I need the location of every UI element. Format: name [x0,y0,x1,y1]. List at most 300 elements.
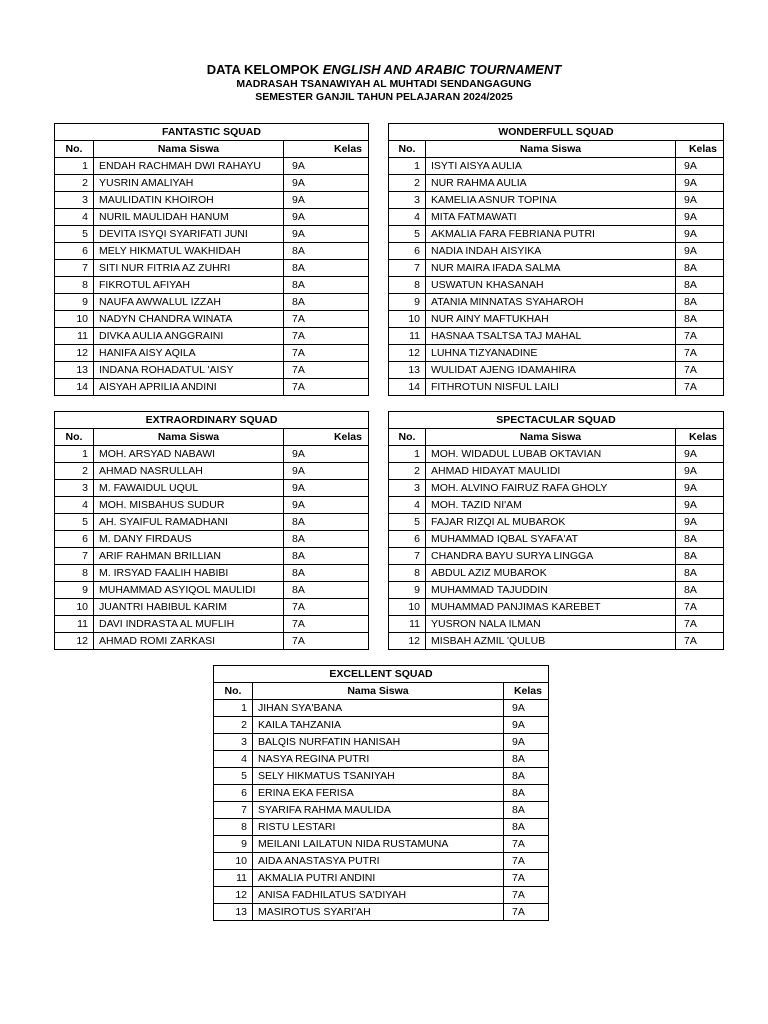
row-number: 5 [214,768,253,785]
row-number: 3 [55,192,94,209]
student-name: MUHAMMAD IQBAL SYAFA'AT [426,531,676,548]
row-number: 8 [389,565,426,582]
row-number: 9 [55,582,94,599]
table-row [55,446,369,463]
squad-table-excellent [213,665,549,921]
row-number: 12 [214,887,253,904]
column-header-no: No. [389,429,426,446]
row-number: 3 [55,480,94,497]
row-number: 14 [389,379,426,396]
student-name: M. FAWAIDUL UQUL [94,480,284,497]
column-header-name: Nama Siswa [426,429,676,446]
row-number: 13 [214,904,253,921]
column-header-row [55,141,369,158]
table-row [214,870,549,887]
student-name: ERINA EKA FERISA [253,785,504,802]
row-number: 9 [214,836,253,853]
student-class: 7A [504,870,549,887]
student-name: SYARIFA RAHMA MAULIDA [253,802,504,819]
squad-title-row [55,412,369,429]
student-class: 7A [676,379,724,396]
student-name: SELY HIKMATUS TSANIYAH [253,768,504,785]
row-number: 10 [55,599,94,616]
table-row [389,294,724,311]
student-name: AH. SYAIFUL RAMADHANI [94,514,284,531]
student-class: 8A [284,548,369,565]
student-name: DEVITA ISYQI SYARIFATI JUNI [94,226,284,243]
table-row [389,548,724,565]
table-row [55,226,369,243]
title-italic: ENGLISH AND ARABIC TOURNAMENT [322,62,562,77]
row-number: 2 [389,463,426,480]
student-class: 7A [284,362,369,379]
row-number: 3 [389,480,426,497]
squad-title-row [389,124,724,141]
student-name: MOH. WIDADUL LUBAB OKTAVIAN [426,446,676,463]
row-number: 4 [55,497,94,514]
table-row [55,311,369,328]
student-name: M. IRSYAD FAALIH HABIBI [94,565,284,582]
student-name: FAJAR RIZQI AL MUBAROK [426,514,676,531]
table-row [214,819,549,836]
row-number: 4 [389,497,426,514]
column-header-no: No. [214,683,253,700]
row-number: 7 [55,260,94,277]
student-name: SITI NUR FITRIA AZ ZUHRI [94,260,284,277]
squad-table-fantastic [54,123,369,396]
student-class: 8A [284,565,369,582]
squad-title-row [55,124,369,141]
column-header-kelas: Kelas [284,429,369,446]
student-name: HASNAA TSALTSA TAJ MAHAL [426,328,676,345]
table-row [55,192,369,209]
table-row [389,192,724,209]
student-name: ARIF RAHMAN BRILLIAN [94,548,284,565]
student-name: FITHROTUN NISFUL LAILI [426,379,676,396]
student-class: 9A [284,480,369,497]
table-row [389,158,724,175]
student-class: 9A [284,497,369,514]
student-name: MUHAMMAD ASYIQOL MAULIDI [94,582,284,599]
table-row [214,717,549,734]
table-row [55,362,369,379]
row-number: 11 [389,616,426,633]
row-number: 6 [214,785,253,802]
student-name: MISBAH AZMIL 'QULUB [426,633,676,650]
student-class: 8A [676,311,724,328]
table-row [389,565,724,582]
table-row [214,734,549,751]
squad-title: EXCELLENT SQUAD [214,666,549,683]
table-row [214,700,549,717]
row-number: 11 [55,328,94,345]
student-class: 9A [676,243,724,260]
student-name: MOH. TAZID NI'AM [426,497,676,514]
student-class: 8A [284,531,369,548]
row-number: 12 [55,633,94,650]
row-number: 5 [55,514,94,531]
table-row [55,497,369,514]
student-name: MUHAMMAD PANJIMAS KAREBET [426,599,676,616]
table-row [389,260,724,277]
student-class: 7A [504,836,549,853]
student-class: 7A [676,633,724,650]
table-row [389,531,724,548]
student-name: YUSRON NALA ILMAN [426,616,676,633]
student-class: 8A [676,531,724,548]
student-class: 9A [676,514,724,531]
table-row [55,514,369,531]
row-number: 8 [55,565,94,582]
column-header-kelas: Kelas [504,683,549,700]
student-class: 7A [284,345,369,362]
student-name: NUR AINY MAFTUKHAH [426,311,676,328]
student-name: ISYTI AISYA AULIA [426,158,676,175]
document-header [0,62,768,104]
student-class: 9A [284,192,369,209]
student-class: 7A [284,616,369,633]
student-name: MEILANI LAILATUN NIDA RUSTAMUNA [253,836,504,853]
squad-title: SPECTACULAR SQUAD [389,412,724,429]
table-row [389,226,724,243]
student-name: MUHAMMAD TAJUDDIN [426,582,676,599]
student-name: LUHNA TIZYANADINE [426,345,676,362]
row-number: 14 [55,379,94,396]
student-name: AHMAD HIDAYAT MAULIDI [426,463,676,480]
school-name: MADRASAH TSANAWIYAH AL MUHTADI SENDANGAGUNG [236,78,532,90]
student-class: 8A [504,751,549,768]
table-row [214,853,549,870]
row-number: 6 [389,243,426,260]
row-number: 9 [389,582,426,599]
student-name: MOH. ARSYAD NABAWI [94,446,284,463]
student-name: NUR RAHMA AULIA [426,175,676,192]
row-number: 1 [214,700,253,717]
table-row [55,277,369,294]
squad-title-row [214,666,549,683]
squad-title: WONDERFULL SQUAD [389,124,724,141]
row-number: 4 [214,751,253,768]
student-class: 8A [284,243,369,260]
column-header-name: Nama Siswa [94,429,284,446]
column-header-no: No. [55,429,94,446]
row-number: 8 [214,819,253,836]
row-number: 7 [389,548,426,565]
student-class: 7A [676,362,724,379]
title-plain: DATA KELOMPOK [206,62,323,77]
table-row [214,904,549,921]
table-row [389,599,724,616]
table-row [55,243,369,260]
student-class: 7A [676,599,724,616]
squad-title-row [389,412,724,429]
student-class: 9A [676,158,724,175]
student-class: 9A [676,209,724,226]
row-number: 10 [214,853,253,870]
student-name: INDANA ROHADATUL 'AISY [94,362,284,379]
row-number: 1 [55,446,94,463]
table-row [389,480,724,497]
student-name: CHANDRA BAYU SURYA LINGGA [426,548,676,565]
row-number: 11 [214,870,253,887]
row-number: 8 [55,277,94,294]
student-class: 9A [504,734,549,751]
student-class: 8A [284,260,369,277]
table-row [55,379,369,396]
student-class: 7A [284,633,369,650]
row-number: 7 [214,802,253,819]
student-name: ATANIA MINNATAS SYAHAROH [426,294,676,311]
student-class: 9A [676,226,724,243]
row-number: 10 [389,599,426,616]
student-name: BALQIS NURFATIN HANISAH [253,734,504,751]
student-class: 9A [676,497,724,514]
row-number: 7 [55,548,94,565]
table-row [389,311,724,328]
row-number: 1 [389,158,426,175]
row-number: 5 [389,514,426,531]
student-name: HANIFA AISY AQILA [94,345,284,362]
table-row [214,768,549,785]
student-name: AISYAH APRILIA ANDINI [94,379,284,396]
student-class: 9A [504,700,549,717]
student-name: MOH. ALVINO FAIRUZ RAFA GHOLY [426,480,676,497]
student-class: 9A [284,463,369,480]
table-row [55,582,369,599]
student-class: 8A [504,768,549,785]
squad-table-extraordinary [54,411,369,650]
student-class: 7A [676,328,724,345]
document-title [0,62,768,78]
column-header-no: No. [389,141,426,158]
student-name: DAVI INDRASTA AL MUFLIH [94,616,284,633]
student-class: 9A [284,446,369,463]
table-row [55,328,369,345]
student-class: 8A [284,514,369,531]
student-class: 9A [284,158,369,175]
table-row [389,497,724,514]
student-name: AHMAD ROMI ZARKASI [94,633,284,650]
table-row [214,836,549,853]
student-name: AKMALIA PUTRI ANDINI [253,870,504,887]
student-class: 9A [504,717,549,734]
table-row [389,446,724,463]
student-class: 9A [676,192,724,209]
student-class: 8A [676,294,724,311]
student-name: FIKROTUL AFIYAH [94,277,284,294]
column-header-name: Nama Siswa [253,683,504,700]
row-number: 12 [55,345,94,362]
student-class: 7A [676,345,724,362]
student-name: YUSRIN AMALIYAH [94,175,284,192]
student-name: MASIROTUS SYARI'AH [253,904,504,921]
column-header-row [214,683,549,700]
student-name: KAMELIA ASNUR TOPINA [426,192,676,209]
squad-title: FANTASTIC SQUAD [55,124,369,141]
table-row [55,565,369,582]
table-row [389,362,724,379]
row-number: 7 [389,260,426,277]
column-header-row [55,429,369,446]
table-row [389,379,724,396]
student-class: 8A [284,294,369,311]
table-row [55,480,369,497]
row-number: 2 [55,175,94,192]
student-class: 8A [676,277,724,294]
squad-title: EXTRAORDINARY SQUAD [55,412,369,429]
row-number: 5 [55,226,94,243]
student-class: 8A [504,819,549,836]
table-row [55,531,369,548]
table-row [389,582,724,599]
student-class: 8A [676,548,724,565]
table-row [389,175,724,192]
student-class: 7A [284,311,369,328]
table-row [55,345,369,362]
row-number: 5 [389,226,426,243]
row-number: 3 [214,734,253,751]
column-header-no: No. [55,141,94,158]
student-class: 7A [504,887,549,904]
table-row [389,243,724,260]
student-class: 7A [284,599,369,616]
student-name: NASYA REGINA PUTRI [253,751,504,768]
table-row [389,616,724,633]
row-number: 6 [55,243,94,260]
student-name: ENDAH RACHMAH DWI RAHAYU [94,158,284,175]
table-row [389,463,724,480]
column-header-kelas: Kelas [676,141,724,158]
row-number: 10 [55,311,94,328]
squad-table-wonderful [388,123,724,396]
row-number: 1 [55,158,94,175]
table-row [389,328,724,345]
student-name: AIDA ANASTASYA PUTRI [253,853,504,870]
row-number: 3 [389,192,426,209]
student-name: KAILA TAHZANIA [253,717,504,734]
table-row [55,463,369,480]
table-row [55,175,369,192]
row-number: 2 [55,463,94,480]
student-name: DIVKA AULIA ANGGRAINI [94,328,284,345]
student-class: 8A [676,565,724,582]
student-class: 7A [504,904,549,921]
row-number: 12 [389,345,426,362]
student-name: NADIA INDAH AISYIKA [426,243,676,260]
row-number: 1 [389,446,426,463]
row-number: 9 [389,294,426,311]
student-class: 7A [504,853,549,870]
column-header-row [389,429,724,446]
student-name: RISTU LESTARI [253,819,504,836]
table-row [389,345,724,362]
row-number: 8 [389,277,426,294]
column-header-name: Nama Siswa [426,141,676,158]
student-class: 9A [676,446,724,463]
row-number: 13 [55,362,94,379]
student-name: NURIL MAULIDAH HANUM [94,209,284,226]
student-class: 9A [676,463,724,480]
student-class: 9A [284,175,369,192]
student-class: 9A [284,226,369,243]
table-row [389,633,724,650]
row-number: 11 [55,616,94,633]
row-number: 2 [389,175,426,192]
student-class: 9A [284,209,369,226]
student-class: 8A [676,582,724,599]
table-row [55,633,369,650]
student-name: NADYN CHANDRA WINATA [94,311,284,328]
table-row [55,158,369,175]
student-name: WULIDAT AJENG IDAMAHIRA [426,362,676,379]
row-number: 4 [389,209,426,226]
row-number: 6 [55,531,94,548]
student-class: 7A [676,616,724,633]
table-row [55,260,369,277]
student-name: NAUFA AWWALUL IZZAH [94,294,284,311]
student-class: 8A [284,582,369,599]
row-number: 4 [55,209,94,226]
row-number: 12 [389,633,426,650]
student-class: 8A [504,785,549,802]
table-row [389,514,724,531]
student-name: MITA FATMAWATI [426,209,676,226]
table-row [55,294,369,311]
table-row [389,277,724,294]
student-name: JIHAN SYA'BANA [253,700,504,717]
student-class: 9A [676,175,724,192]
student-class: 7A [284,328,369,345]
student-name: USWATUN KHASANAH [426,277,676,294]
student-class: 8A [504,802,549,819]
semester-line: SEMESTER GANJIL TAHUN PELAJARAN 2024/2025 [255,91,513,103]
student-class: 8A [676,260,724,277]
table-row [214,785,549,802]
table-row [214,887,549,904]
student-class: 7A [284,379,369,396]
student-class: 8A [284,277,369,294]
row-number: 10 [389,311,426,328]
row-number: 6 [389,531,426,548]
column-header-name: Nama Siswa [94,141,284,158]
table-row [55,599,369,616]
student-name: M. DANY FIRDAUS [94,531,284,548]
table-row [214,802,549,819]
student-name: MOH. MISBAHUS SUDUR [94,497,284,514]
student-name: NUR MAIRA IFADA SALMA [426,260,676,277]
column-header-kelas: Kelas [284,141,369,158]
table-row [389,209,724,226]
row-number: 11 [389,328,426,345]
student-class: 9A [676,480,724,497]
student-name: ANISA FADHILATUS SA'DIYAH [253,887,504,904]
column-header-row [389,141,724,158]
student-name: AHMAD NASRULLAH [94,463,284,480]
table-row [55,548,369,565]
row-number: 13 [389,362,426,379]
student-name: MAULIDATIN KHOIROH [94,192,284,209]
student-name: JUANTRI HABIBUL KARIM [94,599,284,616]
student-name: AKMALIA FARA FEBRIANA PUTRI [426,226,676,243]
row-number: 9 [55,294,94,311]
table-row [55,616,369,633]
squad-table-spectacular [388,411,724,650]
student-name: ABDUL AZIZ MUBAROK [426,565,676,582]
row-number: 2 [214,717,253,734]
column-header-kelas: Kelas [676,429,724,446]
student-name: MELY HIKMATUL WAKHIDAH [94,243,284,260]
table-row [55,209,369,226]
